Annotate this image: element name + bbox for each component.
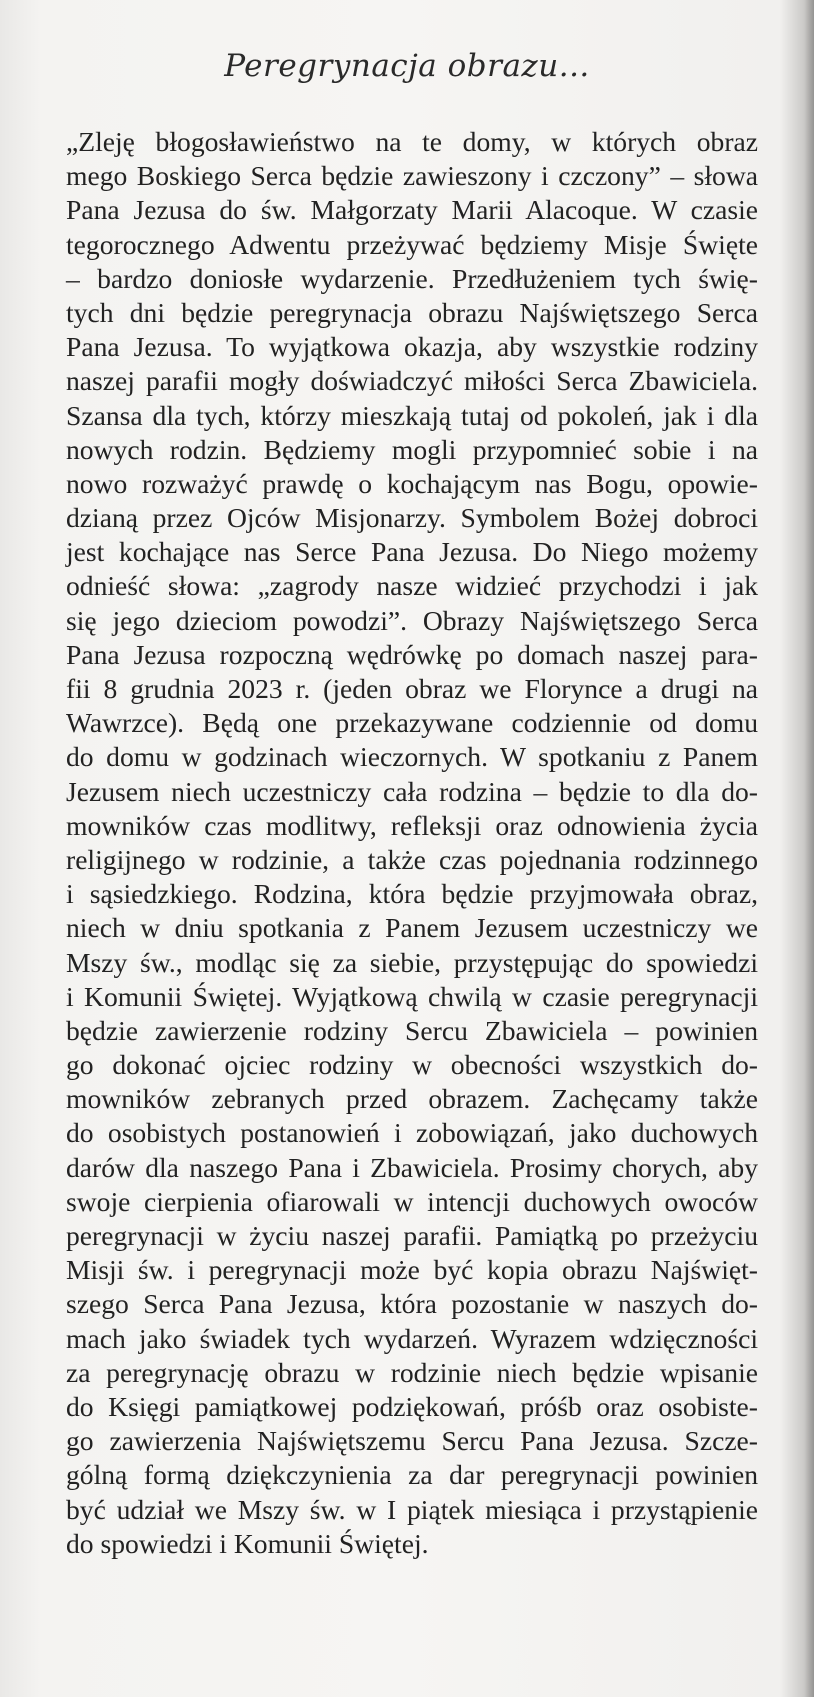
text-line: będzie zawierzenie rodziny Sercu Zbawiciela – powinien [66, 1014, 758, 1046]
text-line: i Komunii Świętej. Wyjątkową chwilą w czasie peregrynacji [66, 980, 758, 1012]
text-line: być udział we Mszy św. w I piątek miesiąca i przystąpienie [66, 1493, 758, 1525]
text-line: „Zleję błogosławieństwo na te domy, w których obraz [66, 126, 758, 157]
text-line: tegorocznego Adwentu przeżywać będziemy Misje Święte [66, 228, 758, 260]
text-line: Misji św. i peregrynacji może być kopia obrazu Najświęt- [66, 1254, 758, 1286]
text-line: do domu w godzinach wieczornych. W spotkaniu z Panem [66, 741, 758, 773]
text-line: mowników czas modlitwy, refleksji oraz odnowienia życia [66, 809, 758, 841]
text-line: darów dla naszego Pana i Zbawiciela. Prosimy chorych, aby [66, 1151, 758, 1183]
text-line: gólną formą dziękczynienia za dar peregrynacji powinien [66, 1459, 758, 1491]
text-line: się jego dzieciom powodzi”. Obrazy Najświętszego Serca [66, 604, 758, 636]
text-line: Wawrzce). Będą one przekazywane codziennie od domu [66, 707, 758, 739]
text-line: dzianą przez Ojców Misjonarzy. Symbolem Bożej dobroci [66, 502, 758, 534]
text-line: Jezusem niech uczestniczy cała rodzina – będzie to dla do- [66, 775, 758, 807]
text-line: jest kochające nas Serce Pana Jezusa. Do Niego możemy [66, 536, 758, 568]
text-line: fii 8 grudnia 2023 r. (jeden obraz we Florynce a drugi na [66, 673, 758, 704]
page-edge-shadow [804, 0, 814, 1697]
text-line: do Księgi pamiątkowej podziękowań, próśb oraz osobiste- [66, 1390, 758, 1422]
text-line: tych dni będzie peregrynacja obrazu Najświętszego Serca [66, 296, 758, 328]
text-line: Mszy św., modląc się za siebie, przystępując do spowiedzi [66, 946, 758, 978]
text-line: mach jako świadek tych wydarzeń. Wyrazem wdzięczności [66, 1322, 758, 1354]
text-line: religijnego w rodzinie, a także czas pojednania rodzinnego [66, 843, 758, 875]
text-line: mego Boskiego Serca będzie zawieszony i czczony” – słowa [66, 160, 758, 192]
text-line: niech w dniu spotkania z Panem Jezusem uczestniczy we [66, 912, 758, 944]
text-line: do osobistych postanowień i zobowiązań, jako duchowych [66, 1117, 758, 1149]
text-line: i sąsiedzkiego. Rodzina, która będzie przyjmowała obraz, [66, 878, 758, 910]
text-line: peregrynacji w życiu naszej parafii. Pamiątką po przeżyciu [66, 1220, 758, 1251]
text-line: nowych rodzin. Będziemy mogli przypomnieć sobie i na [66, 433, 758, 465]
text-line: naszej parafii mogły doświadczyć miłości Serca Zbawiciela. [66, 365, 758, 397]
text-line: nowo rozważyć prawdę o kochającym nas Bogu, opowie- [66, 467, 758, 499]
text-line: go zawierzenia Najświętszemu Sercu Pana Jezusa. Szcze- [66, 1425, 758, 1457]
text-line: swoje cierpienia ofiarowali w intencji duchowych owoców [66, 1185, 758, 1217]
text-line: za peregrynację obrazu w rodzinie niech będzie wpisanie [66, 1356, 758, 1388]
text-line: Pana Jezusa rozpoczną wędrówkę po domach naszej para- [66, 638, 758, 670]
text-line: – bardzo doniosłe wydarzenie. Przedłużeniem tych świę- [66, 262, 758, 294]
text-line: go dokonać ojciec rodziny w obecności wszystkich do- [66, 1049, 758, 1081]
text-line: do spowiedzi i Komunii Świętej. [66, 1527, 429, 1559]
text-line: Pana Jezusa. To wyjątkowa okazja, aby wszystkie rodziny [66, 331, 758, 363]
page-title: Peregrynacja obrazu... [224, 48, 590, 84]
text-line: odnieść słowa: „zagrody nasze widzieć przychodzi i jak [66, 570, 758, 602]
text-line: Pana Jezusa do św. Małgorzaty Marii Alacoque. W czasie [66, 194, 758, 226]
text-line: mowników zebranych przed obrazem. Zachęcamy także [66, 1083, 758, 1115]
text-line: szego Serca Pana Jezusa, która pozostanie w naszych do- [66, 1288, 758, 1320]
article-body [66, 125, 758, 1561]
text-line: Szansa dla tych, którzy mieszkają tutaj od pokoleń, jak i dla [66, 399, 758, 431]
